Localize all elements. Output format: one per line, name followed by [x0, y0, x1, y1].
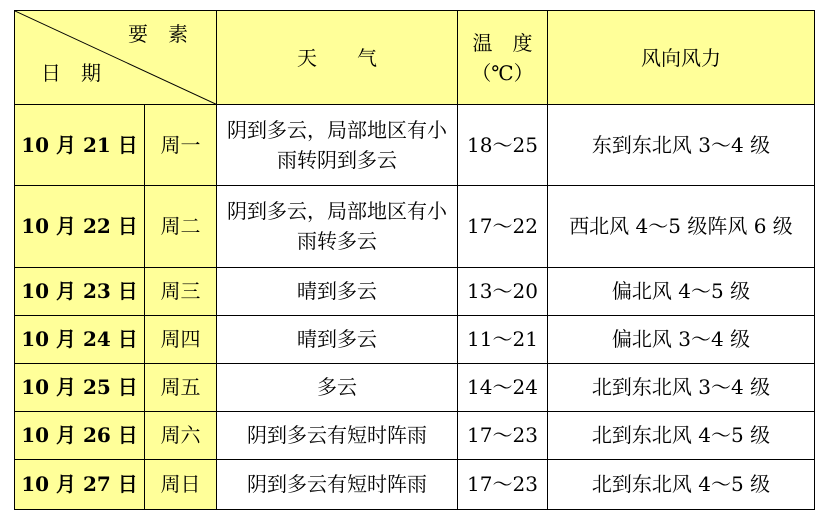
- header-row: [15, 11, 815, 105]
- temperature-header-unit: （℃）: [471, 60, 534, 85]
- table-row: [15, 363, 815, 411]
- weather-header: 天 气: [217, 11, 458, 105]
- temperature-cell: 17～23: [458, 411, 548, 459]
- wind-cell: 北到东北风 4～5 级: [548, 459, 815, 509]
- wind-cell: 北到东北风 3～4 级: [548, 363, 815, 411]
- weather-cell: 晴到多云: [217, 267, 458, 315]
- temperature-cell: 11～21: [458, 315, 548, 363]
- weekday-cell: 周二: [145, 186, 217, 267]
- date-cell: 10 月 24 日: [15, 315, 145, 363]
- temperature-header: [458, 11, 548, 105]
- weather-cell: 阴到多云有短时阵雨: [217, 411, 458, 459]
- weather-cell: 多云: [217, 363, 458, 411]
- weekday-cell: 周四: [145, 315, 217, 363]
- date-cell: 10 月 22 日: [15, 186, 145, 267]
- date-cell: 10 月 21 日: [15, 105, 145, 186]
- corner-label-elements: 要 素: [128, 22, 188, 46]
- table-row: [15, 186, 815, 267]
- weekday-cell: 周一: [145, 105, 217, 186]
- corner-label-date: 日 期: [41, 61, 101, 86]
- wind-cell: 东到东北风 3～4 级: [548, 105, 815, 186]
- wind-cell: 西北风 4～5 级阵风 6 级: [548, 186, 815, 267]
- temperature-cell: 17～23: [458, 459, 548, 509]
- weekday-cell: 周三: [145, 267, 217, 315]
- table-row: [15, 459, 815, 509]
- date-cell: 10 月 27 日: [15, 459, 145, 509]
- table-row: [15, 105, 815, 186]
- weather-cell: 阴到多云，局部地区有小雨转阴到多云: [217, 105, 458, 186]
- wind-cell: 北到东北风 4～5 级: [548, 411, 815, 459]
- table-row: [15, 315, 815, 363]
- weather-cell: 晴到多云: [217, 315, 458, 363]
- wind-cell: 偏北风 3～4 级: [548, 315, 815, 363]
- weekday-cell: 周日: [145, 459, 217, 509]
- date-cell: 10 月 26 日: [15, 411, 145, 459]
- table-row: [15, 411, 815, 459]
- weather-forecast-table: [14, 10, 815, 510]
- temperature-cell: 13～20: [458, 267, 548, 315]
- weekday-cell: 周六: [145, 411, 217, 459]
- temperature-cell: 18～25: [458, 105, 548, 186]
- date-cell: 10 月 23 日: [15, 267, 145, 315]
- weekday-cell: 周五: [145, 363, 217, 411]
- temperature-cell: 17～22: [458, 186, 548, 267]
- temperature-cell: 14～24: [458, 363, 548, 411]
- corner-header-cell: [15, 11, 217, 105]
- weather-cell: 阴到多云，局部地区有小雨转多云: [217, 186, 458, 267]
- date-cell: 10 月 25 日: [15, 363, 145, 411]
- weather-cell: 阴到多云有短时阵雨: [217, 459, 458, 509]
- temperature-header-label: 温 度: [472, 30, 533, 55]
- wind-header: 风向风力: [548, 11, 815, 105]
- table-row: [15, 267, 815, 315]
- wind-cell: 偏北风 4～5 级: [548, 267, 815, 315]
